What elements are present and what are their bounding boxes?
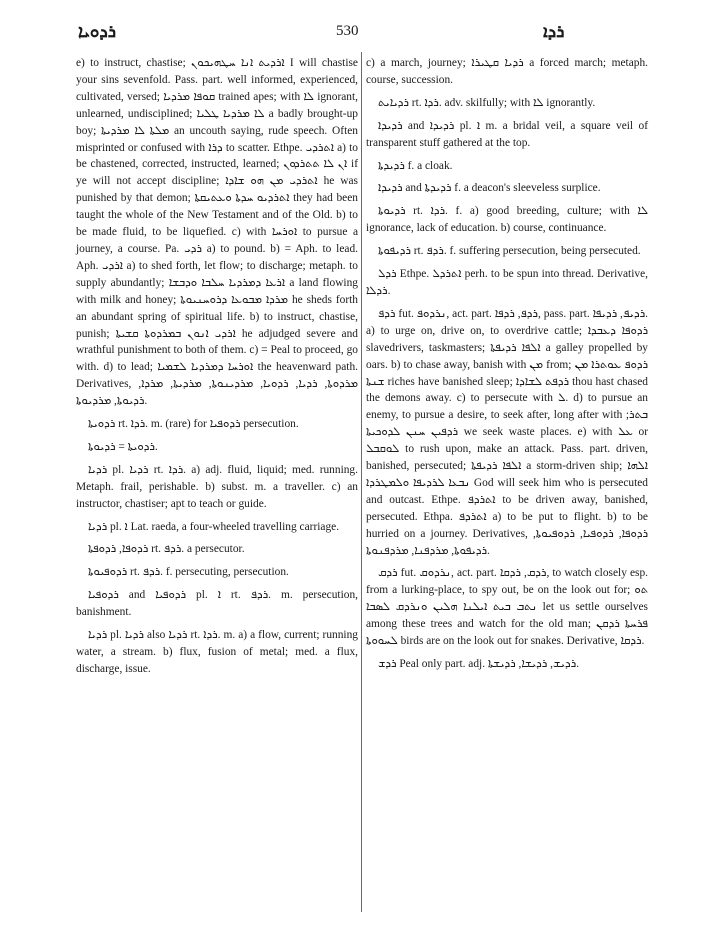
dictionary-entry: ܪܕܘܝܬܐ rt. ܪܕܐ. m. (rare) for ܪܕܘܦܝܐ persecution.: [88, 418, 299, 431]
dictionary-entry: ܪܕܝܕܐ and ܪܕܝܕܬܐ f. a deacon's sleeveless surplice.: [378, 182, 601, 195]
column-divider: [361, 52, 362, 912]
dictionary-entry: ܪܕܘܦܐ, ܪܕܘܦܬܐ rt. ܪܕܦ. a persecutor.: [88, 543, 245, 556]
page-number: 530: [336, 23, 359, 39]
dictionary-entry: ܪܕܠ Ethpe. ܐܬܪܕܠ perh. to be spun into thread. Derivative, ܪܕܠܐ.: [366, 268, 648, 297]
right-column: [366, 55, 648, 679]
running-head-left: ܪܕܘܝܐ: [78, 22, 117, 42]
dictionary-entry: ܪܕܝܐܝܬ rt. ܪܕܐ. adv. skilfully; with ܠܐ ignorantly.: [378, 96, 596, 109]
dictionary-entry: ܪܕܝܐ pl. ܪܕܝܐ rt. ܪܕܐ. a) adj. fluid, liquid; med. running. Metaph. frail, perishable. b) subst. m. a traveller. c) an instructor, chastiser; apt to teach or guide.: [76, 463, 358, 510]
left-column: [76, 55, 358, 684]
dictionary-entry: ܪܕܦ fut. ܢܪܕܘܦ, act. part. ܪܕܦ, ܪܕܦܐ, pass. part. ܪܕܝܦ, ܪܕܝܦܐ. a) to urge on, drive on, to overdrive cattle; ܪܕܘܦܐ ܕܥܒܕܐ slavedrivers, taskmasters; ܐܠܦܐ ܪܕܝܦܬܐ a galley propelled by oars. b) to chase away, banish with ܡܢ from; ܪܕܘܦ ܥܘܬܪܐ ܡܢ ܫܢܬܐ riches have banished sleep; ܪܕܦܬ ܠܫܐܕܐ thou hast chased the demons away. c) to persecute with ܠ. d) to pursue an enemy, to pursue a desire, to seek after, long after with ܒܬܪ; ܪܕܦܝܢ ܚܢܢ ܠܕܘܟܝܬܐ we seek waste places. e) with ܥܠ or ܠܘܩܒܠ to rush upon, make an attack. Pass. part. driven, banished, persecuted; ܐܠܦܐ ܪܕܝܦܬܐ a storm-driven ship; ܐܠܗܐ ܢܒܥܐ ܠܪܕܝܦܐ ܘܠܡܛܪܕܐ God will seek him who is persecuted and outcast. Ethpe. ܐܬܪܕܦ to be driven away, banished, persecuted. Ethpa. ܐܬܪܕܦ a) to be put to flight. b) to be hurried on a journey. Derivatives, ܪܕܘܦܐ, ܪܕܘܦܝܐ, ܪܕܘܦܝܘܬܐ, ܪܕܝܦܘܬܐ, ܡܪܕܦܢܐ, ܡܪܕܦܢܘܬܐ.: [366, 307, 649, 557]
dictionary-entry: ܪܕܝܕܬܐ f. a cloak.: [378, 159, 453, 172]
dictionary-entry: ܪܕܩ fut. ܢܪܕܘܩ, act. part. ܪܕܩ, ܪܕܩܐ, to watch closely esp. from a lurking-place, to spy out, be on the look out for; ܬܘ ܢܬܒ ܒܝܬ ܐܝܠܢܐ ܗܠܝܢ ܘܢܪܕܩ ܠܣܒܐ let us settle ourselves among these trees and watch for the old man; ܦܪܚܬܐ ܪܕܩܢ ܠܚܘܘܬܐ birds are on the look out for snakes. Derivative, ܪܕܩܐ.: [366, 567, 649, 648]
dictionary-entry: ܪܕܘܦܝܘܬܐ rt. ܪܕܦ. f. persecuting, persecution.: [88, 566, 289, 579]
dictionary-entry: ܪܕܘܦܝܐ and ܪܕܘܦܝܐ pl. ܐ rt. ܪܕܦ. m. persecution, banishment.: [76, 589, 358, 619]
dictionary-entry: ܪܕܫ Peal only part. adj. ܪܕܝܫ, ܪܕܝܫܐ, ܪܕܝܫܬܐ.: [378, 658, 580, 670]
dictionary-entry: ܪܕܝܘܬܐ rt. ܪܕܐ. f. a) good breeding, culture; with ܠܐ ignorance, lack of education. b) course, continuance.: [366, 205, 648, 235]
dictionary-entry: c) a march, journey; ܪܕܝܐ ܩܛܝܪܐ a forced march; metaph. course, succession.: [366, 57, 649, 86]
dictionary-entry: ܪܕܝܦܘܬܐ rt. ܪܕܦ. f. suffering persecution, being persecuted.: [378, 245, 641, 258]
dictionary-entry: ܪܕܝܐ pl. ܐ Lat. raeda, a four-wheeled travelling carriage.: [88, 520, 340, 533]
dictionary-entry: ܪܕܝܐ pl. ܪܕܝܐ also ܪܕܝܐ rt. ܪܕܐ. m. a) a flow, current; running water, a stream. b) flux, fusion of metal; med. a flux, discharge, issue.: [76, 629, 358, 675]
dictionary-entry: ܪܕܝܕܐ and ܪܕܝܕܐ pl. ܐ m. a bridal veil, a square veil of transparent stuff gathered at the top.: [366, 119, 648, 149]
dictionary-entry: ܪܕܘܝܬܐ = ܪܕܝܘܬܐ.: [88, 440, 158, 453]
dictionary-entry: e) to instruct, chastise; ܐܪܕܝܬ ܐܢܐ ܚܛܗܝܟܘܢ I will chastise your sins sevenfold. Pass. part. well informed, experienced, cultivated, versed; ܩܘܦܐ ܡܪܕܝܐ trained apes; with ܠܐ ignorant, unlearned, undisciplined; ܠܐ ܡܪܕܝܐ ܛܠܝܐ a badly brought-up boy; ܡܠܬܐ ܠܐ ܡܪܕܝܬܐ an uncouth saying, rude speech. Often misprinted or confused with ܕܪܐ to scatter. Ethpe. ܐܬܪܕܝ a) to be chastened, corrected, instructed, learned; ܐܢ ܠܐ ܬܬܪܕܘܢ if ye will not accept discipline; ܐܬܪܕܝ ܡܢ ܗܘ ܫܐܕܐ he was punished by that demon; ܐܬܪܕܝܘ ܚܕܬܐ ܘܥܬܝܩܬܐ they had been taught the whole of the New Testament and of the Old. b) to be made fluid, to be liquefied. c) with ܐܘܪܚܐ to pursue a journey, a course. Pa. ܪܕܝ a) to pound. b) = Aph. to lead. Aph. ܐܪܕܝ a) to shed forth, let flow; to discharge; metaph. to supply abundantly; ܐܪܥܐ ܕܡܪܕܝܐ ܚܠܒܐ ܘܕܒܫܐ a land flowing with milk and honey; ܡܪܕܐ ܡܒܘܥܐ ܕܪܘܚܢܝܘܬܐ he sheds forth an abundant spring of spiritual life. b) to instruct, chastise, punish; ܐܪܕܝ ܐܢܘܢ ܒܡܪܕܘܬܐ ܩܫܝܬܐ he adjudged severe and wrathful punishment to both of them. c) = Peal to proceed, go with. d) to lead; ܐܘܪܚܐ ܕܡܪܕܝܐ ܠܫܡܝܐ the heavenward path. Derivatives, ܡܪܕܘܬܐ, ܪܕܝܐ, ܪܕܘܝܐ, ܡܪܕܝܢܘܬܐ, ܡܪܕܝܬܐ, ܡܪܕܐ, ܪܕܝܘܬܐ, ܡܪܕܝܘܬܐ.: [76, 57, 359, 408]
running-head-right: ܪܕܐ: [543, 22, 565, 42]
